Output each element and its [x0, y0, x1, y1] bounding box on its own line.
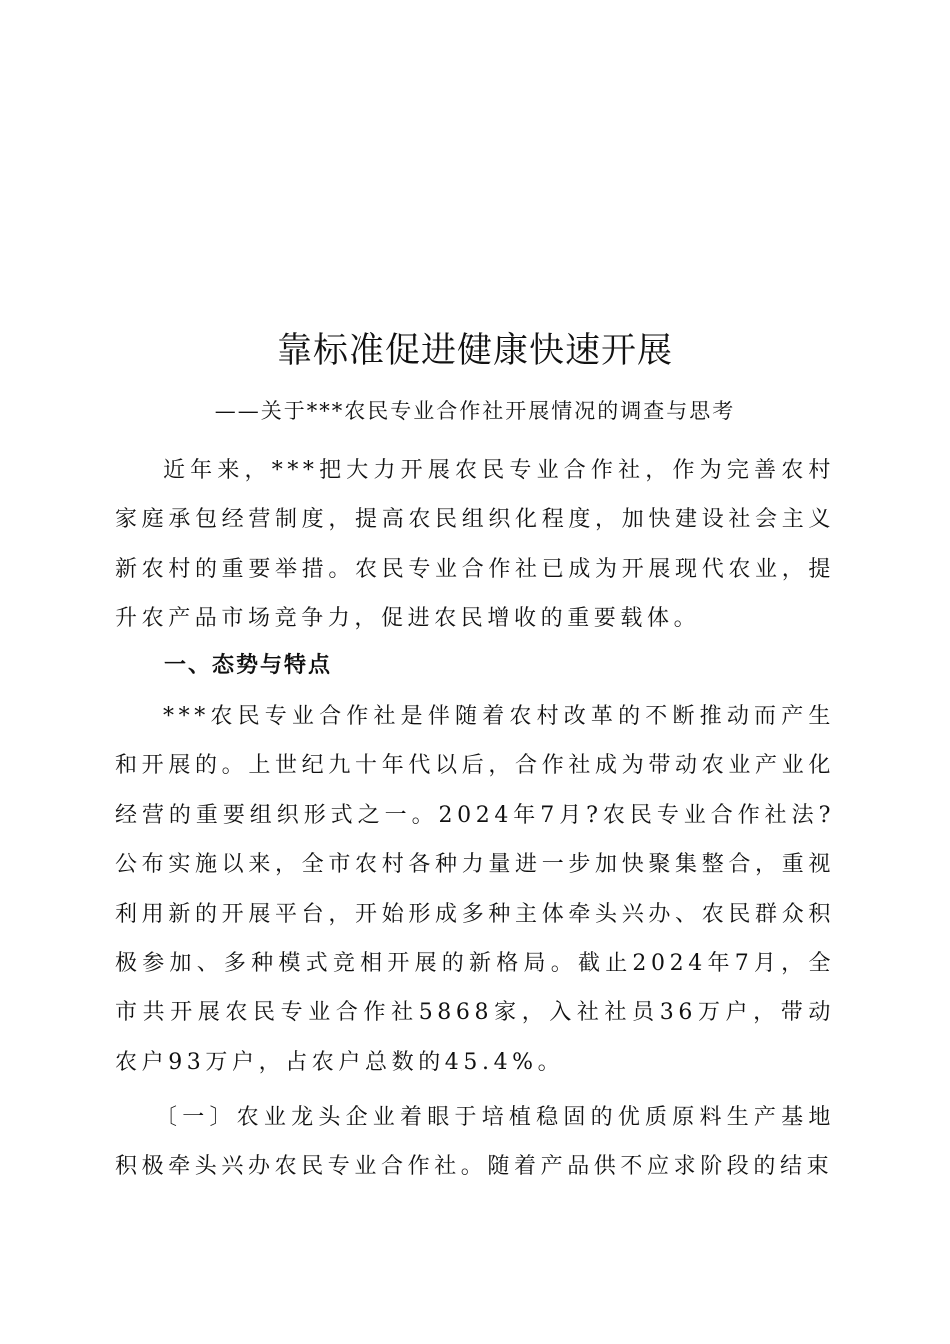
intro-paragraph: 近年来，***把大力开展农民专业合作社，作为完善农村家庭承包经营制度，提高农民组织化程度，加快建设社会主义新农村的重要举措。农民专业合作社已成为开展现代农业，提升农产品市场竞争力，促进农民增收的重要载体。: [115, 458, 835, 632]
document-subtitle: ——关于***农民专业合作社开展情况的调查与思考: [214, 399, 736, 423]
document-title: 靠标准促进健康快速开展: [276, 331, 673, 371]
section-heading: 一、态势与特点: [164, 653, 333, 678]
body-paragraph: 〔一〕农业龙头企业着眼于培植稳固的优质原料生产基地积极牵头兴办农民专业合作社。随着产品供不应求阶段的结束: [115, 1105, 835, 1180]
body-paragraph: ***农民专业合作社是伴随着农村改革的不断推动而产生和开展的。上世纪九十年代以后，合作社成为带动农业产业化经营的重要组织形式之一。2024年7月?农民专业合作社法?公布实施以来，全市农村各种力量进一步加快聚集整合，重视利用新的开展平台，开始形成多种主体牵头兴办、农民群众积极参加、多种模式竞相开展的新格局。截止2024年7月，全市共开展农民专业合作社5868家，入社社员36万户，带动农户93万户，占农户总数的45.4%。: [115, 704, 835, 1075]
